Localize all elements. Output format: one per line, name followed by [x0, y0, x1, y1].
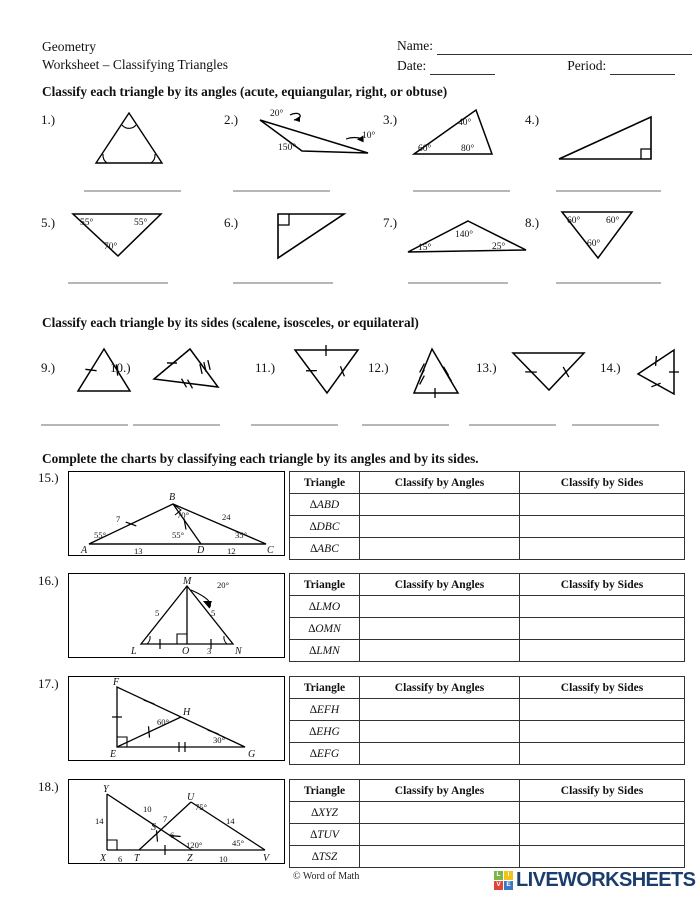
- figure-1: [84, 108, 174, 170]
- cell-classify-angles[interactable]: [360, 721, 520, 743]
- course-name: Geometry: [42, 39, 96, 54]
- logo-square-l: L: [494, 871, 503, 880]
- header-triangle: Triangle: [290, 677, 360, 699]
- angle-label-20-m: 20°: [217, 580, 230, 590]
- table-header-row: [290, 677, 685, 699]
- header-sides: Classify by Sides: [520, 472, 685, 494]
- cell-classify-sides[interactable]: [520, 846, 685, 868]
- copyright-text: © Word of Math: [293, 871, 360, 882]
- logo-square-v: V: [494, 881, 503, 890]
- vertex-label-Z: Z: [187, 853, 193, 863]
- diagram-16: [68, 573, 285, 658]
- angle-label-60-right: 60°: [606, 216, 620, 226]
- angle-label-30-g: 30°: [213, 735, 226, 745]
- header-angles: Classify by Angles: [360, 472, 520, 494]
- length-label-6-bottom: 6: [118, 854, 123, 863]
- table-row: [290, 846, 685, 868]
- answer-blank-3[interactable]: [413, 190, 510, 192]
- angle-label-150: 150°: [278, 143, 297, 153]
- angle-label-55-d: 55°: [172, 530, 185, 540]
- cell-classify-sides[interactable]: [520, 538, 685, 560]
- table-row: [290, 596, 685, 618]
- logo-square-i: I: [504, 871, 513, 880]
- vertex-label-M: M: [183, 576, 192, 587]
- name-field-row: [397, 38, 692, 55]
- sides-instruction: Classify each triangle by its sides (scalene, isosceles, or equilateral): [42, 315, 419, 330]
- figure-5: [68, 208, 168, 260]
- triangle-name: ∆ABD: [290, 494, 360, 516]
- problem-number-10: 10.): [110, 360, 131, 375]
- length-label-24: 24: [222, 512, 231, 522]
- vertex-label-L: L: [131, 646, 137, 657]
- cell-classify-angles[interactable]: [360, 699, 520, 721]
- vertex-label-U: U: [187, 792, 195, 803]
- header-angles: Classify by Angles: [360, 780, 520, 802]
- angle-label-80: 80°: [461, 144, 475, 154]
- table-header-row: [290, 472, 685, 494]
- angle-label-120-z: 120°: [186, 840, 203, 850]
- vertex-label-H: H: [183, 707, 191, 718]
- figure-14: [632, 346, 686, 398]
- classification-table-17: [289, 676, 685, 765]
- length-label-3: 3: [207, 646, 212, 656]
- date-input-line[interactable]: [430, 62, 495, 75]
- vertex-label-C: C: [267, 545, 274, 555]
- table-row: [290, 640, 685, 662]
- cell-classify-sides[interactable]: [520, 743, 685, 765]
- cell-classify-sides[interactable]: [520, 802, 685, 824]
- triangle-name: ∆TUV: [290, 824, 360, 846]
- cell-classify-angles[interactable]: [360, 802, 520, 824]
- angle-label-20: 20°: [270, 109, 284, 119]
- classification-table-18: [289, 779, 685, 868]
- cell-classify-sides[interactable]: [520, 721, 685, 743]
- length-label-5-right: 5: [211, 608, 216, 618]
- vertex-label-A: A: [81, 545, 88, 555]
- diagram-15: [68, 471, 285, 556]
- angle-label-10: 10°: [362, 131, 376, 141]
- triangle-name: ∆EFH: [290, 699, 360, 721]
- table-row: [290, 494, 685, 516]
- problem-number-9: 9.): [41, 360, 56, 375]
- angle-label-60-left: 60°: [567, 216, 581, 226]
- period-label: Period:: [567, 58, 607, 73]
- answer-blank-5[interactable]: [68, 282, 168, 284]
- triangle-name: ∆LMN: [290, 640, 360, 662]
- figure-12: [408, 345, 470, 399]
- cell-classify-sides[interactable]: [520, 618, 685, 640]
- table-row: [290, 516, 685, 538]
- header-sides: Classify by Sides: [520, 574, 685, 596]
- worksheet-title: Worksheet – Classifying Triangles: [42, 57, 229, 72]
- table-header-row: [290, 574, 685, 596]
- classification-table-15: [289, 471, 685, 560]
- angle-label-25: 25°: [492, 242, 506, 252]
- angle-label-55-left: 55°: [80, 218, 94, 228]
- figure-2: [250, 106, 376, 164]
- figure-13: [508, 348, 590, 396]
- problem-number-1: 1.): [41, 112, 56, 127]
- problem-number-12: 12.): [368, 360, 389, 375]
- cell-classify-sides[interactable]: [520, 640, 685, 662]
- vertex-label-S: S: [151, 822, 156, 833]
- vertex-label-D: D: [197, 545, 205, 555]
- problem-number-5: 5.): [41, 215, 56, 230]
- cell-classify-angles[interactable]: [360, 494, 520, 516]
- header-angles: Classify by Angles: [360, 574, 520, 596]
- logo-square-e: E: [504, 881, 513, 890]
- angle-label-70-b: 70°: [177, 510, 190, 520]
- problem-number-7: 7.): [383, 215, 398, 230]
- triangle-name: ∆TSZ: [290, 846, 360, 868]
- angle-label-40: 40°: [458, 118, 472, 128]
- answer-blank-6[interactable]: [233, 282, 333, 284]
- triangle-name: ∆ABC: [290, 538, 360, 560]
- answer-blank-1[interactable]: [84, 190, 181, 192]
- cell-classify-angles[interactable]: [360, 618, 520, 640]
- angle-label-55-a: 55°: [94, 530, 107, 540]
- cell-classify-sides[interactable]: [520, 494, 685, 516]
- figure-6: [272, 208, 352, 264]
- header-angles: Classify by Angles: [360, 677, 520, 699]
- vertex-label-O: O: [182, 646, 190, 657]
- length-label-7: 7: [116, 514, 121, 524]
- problem-number-11: 11.): [255, 360, 276, 375]
- header-sides: Classify by Sides: [520, 780, 685, 802]
- length-label-10-bottom: 10: [219, 854, 228, 863]
- cell-classify-sides[interactable]: [520, 699, 685, 721]
- cell-classify-angles[interactable]: [360, 846, 520, 868]
- cell-classify-angles[interactable]: [360, 640, 520, 662]
- problem-number-14: 14.): [600, 360, 621, 375]
- header-triangle: Triangle: [290, 574, 360, 596]
- cell-classify-angles[interactable]: [360, 824, 520, 846]
- charts-instruction: Complete the charts by classifying each triangle by its angles and by its sides.: [42, 451, 479, 466]
- triangle-name: ∆DBC: [290, 516, 360, 538]
- length-label-10-top: 10: [143, 804, 152, 814]
- length-label-5-left: 5: [155, 608, 160, 618]
- angle-label-70: 70°: [104, 242, 118, 252]
- table-row: [290, 699, 685, 721]
- vertex-label-Y: Y: [103, 784, 109, 795]
- angle-label-45-v: 45°: [232, 838, 245, 848]
- problem-number-8: 8.): [525, 215, 540, 230]
- answer-blank-7[interactable]: [408, 282, 508, 284]
- vertex-label-X: X: [100, 853, 107, 863]
- angle-label-60: 60°: [418, 144, 432, 154]
- problem-number-16: 16.): [38, 573, 59, 588]
- answer-blank-4[interactable]: [556, 190, 661, 192]
- header-triangle: Triangle: [290, 780, 360, 802]
- vertex-label-E: E: [110, 749, 117, 760]
- cell-classify-sides[interactable]: [520, 516, 685, 538]
- vertex-label-B: B: [169, 492, 176, 503]
- cell-classify-angles[interactable]: [360, 516, 520, 538]
- angles-instruction: Classify each triangle by its angles (acute, equiangular, right, or obtuse): [42, 84, 448, 99]
- angle-label-60-h: 60°: [157, 717, 170, 727]
- length-label-12: 12: [227, 546, 236, 555]
- header-left: [42, 38, 228, 74]
- cell-classify-angles[interactable]: [360, 538, 520, 560]
- name-label: Name:: [397, 38, 433, 53]
- problem-number-13: 13.): [476, 360, 497, 375]
- table-row: [290, 824, 685, 846]
- date-label: Date:: [397, 58, 427, 73]
- answer-blank-2[interactable]: [233, 190, 330, 192]
- vertex-label-V: V: [263, 853, 270, 863]
- logo-wordmark: LIVEWORKSHEETS: [516, 869, 696, 891]
- triangle-name: ∆XYZ: [290, 802, 360, 824]
- figure-7: [402, 214, 532, 260]
- table-row: [290, 802, 685, 824]
- diagram-17: [68, 676, 285, 761]
- angle-label-140: 140°: [455, 230, 474, 240]
- name-input-line[interactable]: [437, 42, 692, 55]
- header-triangle: Triangle: [290, 472, 360, 494]
- triangle-name: ∆LMO: [290, 596, 360, 618]
- triangle-name: ∆EFG: [290, 743, 360, 765]
- length-label-13: 13: [134, 546, 143, 555]
- diagram-18: [68, 779, 285, 864]
- triangle-name: ∆EHG: [290, 721, 360, 743]
- length-label-6-side: 6: [170, 830, 175, 840]
- angle-label-55-right: 55°: [134, 218, 148, 228]
- figure-3: [408, 106, 500, 162]
- length-label-14-left: 14: [95, 816, 104, 826]
- problem-number-17: 17.): [38, 676, 59, 691]
- logo-squares-icon: [494, 871, 513, 890]
- header-fields: [397, 38, 692, 78]
- answer-blank-11[interactable]: [251, 424, 338, 426]
- answer-blank-10[interactable]: [133, 424, 220, 426]
- table-row: [290, 721, 685, 743]
- cell-classify-sides[interactable]: [520, 596, 685, 618]
- period-input-line[interactable]: [610, 62, 675, 75]
- problem-number-6: 6.): [224, 215, 239, 230]
- angle-label-35-c: 35°: [235, 530, 248, 540]
- answer-blank-12[interactable]: [362, 424, 449, 426]
- angle-label-15: 15°: [418, 243, 432, 253]
- answer-blank-8[interactable]: [556, 282, 661, 284]
- vertex-label-F: F: [113, 677, 120, 688]
- length-label-7: 7: [163, 814, 168, 824]
- classification-table-16: [289, 573, 685, 662]
- figure-8: [556, 206, 640, 262]
- problem-number-15: 15.): [38, 470, 59, 485]
- cell-classify-angles[interactable]: [360, 596, 520, 618]
- figure-11: [290, 345, 364, 397]
- cell-classify-sides[interactable]: [520, 824, 685, 846]
- liveworksheets-logo: [494, 869, 695, 892]
- table-row: [290, 743, 685, 765]
- figure-10: [148, 345, 228, 397]
- problem-number-4: 4.): [525, 112, 540, 127]
- answer-blank-13[interactable]: [469, 424, 556, 426]
- triangle-name: ∆OMN: [290, 618, 360, 640]
- date-period-field-row: [397, 58, 692, 75]
- figure-4: [553, 111, 659, 165]
- length-label-14-right: 14: [226, 816, 235, 826]
- angle-label-60-bottom: 60°: [587, 239, 601, 249]
- problem-number-3: 3.): [383, 112, 398, 127]
- cell-classify-angles[interactable]: [360, 743, 520, 765]
- problem-number-2: 2.): [224, 112, 239, 127]
- vertex-label-T: T: [134, 853, 140, 863]
- answer-blank-14[interactable]: [572, 424, 659, 426]
- angle-label-75-u: 75°: [195, 802, 208, 812]
- problem-number-18: 18.): [38, 779, 59, 794]
- vertex-label-G: G: [248, 749, 256, 760]
- table-row: [290, 618, 685, 640]
- header-sides: Classify by Sides: [520, 677, 685, 699]
- vertex-label-N: N: [235, 646, 242, 657]
- table-header-row: [290, 780, 685, 802]
- table-row: [290, 538, 685, 560]
- answer-blank-9[interactable]: [41, 424, 128, 426]
